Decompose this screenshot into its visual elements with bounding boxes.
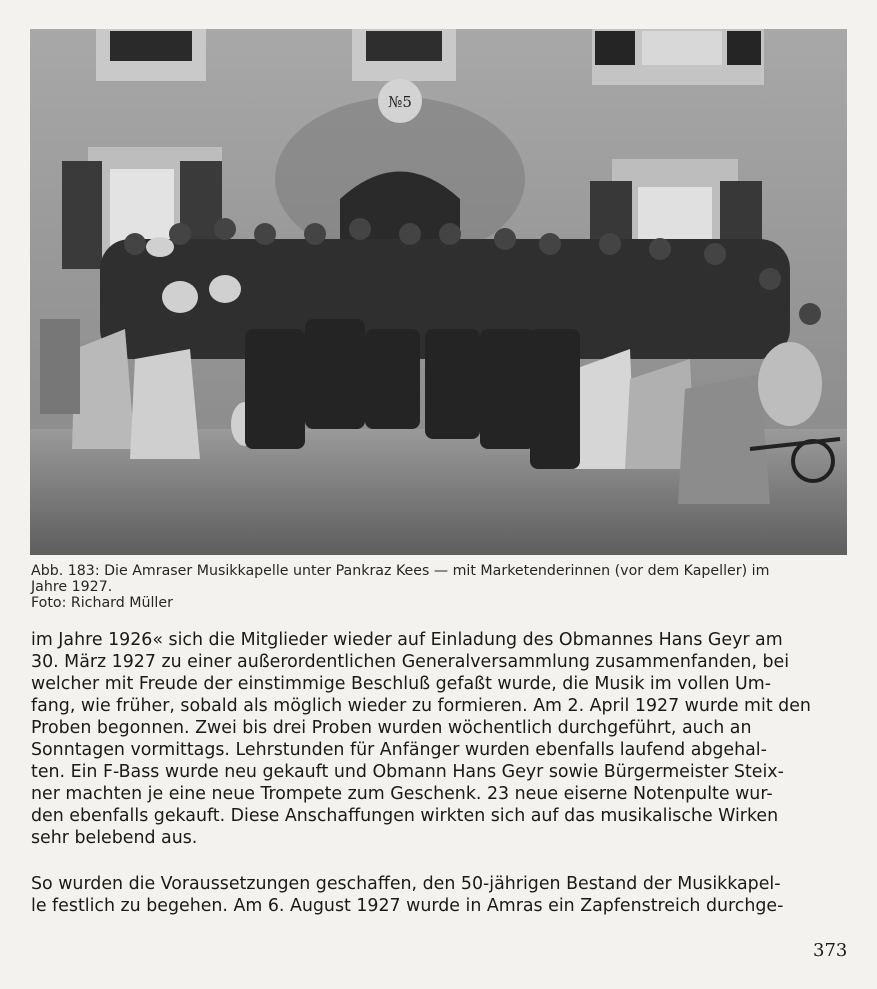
text-line: 30. März 1927 zu einer außerordentlichen Generalversammlung zusammenfanden, bei: [31, 652, 790, 672]
upper-window-left: [110, 31, 192, 61]
page-number: 373: [813, 940, 848, 961]
house-number: №5: [388, 93, 412, 111]
text-line: Sonntagen vormittags. Lehrstunden für Anfänger wurden ebenfalls laufend abgehal-: [31, 740, 767, 760]
text-line: im Jahre 1926« sich die Mitglieder wieder auf Einladung des Obmannes Hans Geyr am: [31, 630, 783, 650]
bass-drum: [758, 342, 822, 426]
text-line: welcher mit Freude der einstimmige Beschluß gefaßt wurde, die Musik im vollen Um-: [31, 674, 772, 694]
text-line: le festlich zu begehen. Am 6. August 1927 wurde in Amras ein Zapfenstreich durchge-: [31, 896, 784, 916]
text-line: ner machten je eine neue Trompete zum Geschenk. 23 neue eiserne Notenpulte wur-: [31, 784, 773, 804]
paragraph-1: [31, 629, 861, 849]
text-line: Proben begonnen. Zwei bis drei Proben wurden wöchentlich durchgeführt, auch an: [31, 718, 752, 738]
band-photograph: [30, 29, 847, 555]
photo-credit: Foto: Richard Müller: [31, 595, 173, 611]
text-line: fang, wie früher, sobald als möglich wieder zu formieren. Am 2. April 1927 wurde mit den: [31, 696, 811, 716]
caption-line: Abb. 183: Die Amraser Musikkapelle unter Pankraz Kees — mit Marketenderinnen (vor dem Kapeller) im: [31, 563, 770, 579]
upper-window-center: [366, 31, 442, 61]
caption-line: Jahre 1927.: [31, 579, 113, 595]
band-photo-drawing: [30, 29, 847, 555]
shutter-left-1: [62, 161, 102, 269]
text-line: den ebenfalls gekauft. Diese Anschaffungen wirkten sich auf das musikalische Wirken: [31, 806, 779, 826]
paragraph-2: [31, 873, 861, 917]
figure-caption: [31, 563, 851, 611]
text-line: ten. Ein F-Bass wurde neu gekauft und Obmann Hans Geyr sowie Bürgermeister Steix-: [31, 762, 784, 782]
text-line: So wurden die Voraussetzungen geschaffen, den 50-jährigen Bestand der Musikkapel-: [31, 874, 781, 894]
text-line: sehr belebend aus.: [31, 828, 198, 848]
